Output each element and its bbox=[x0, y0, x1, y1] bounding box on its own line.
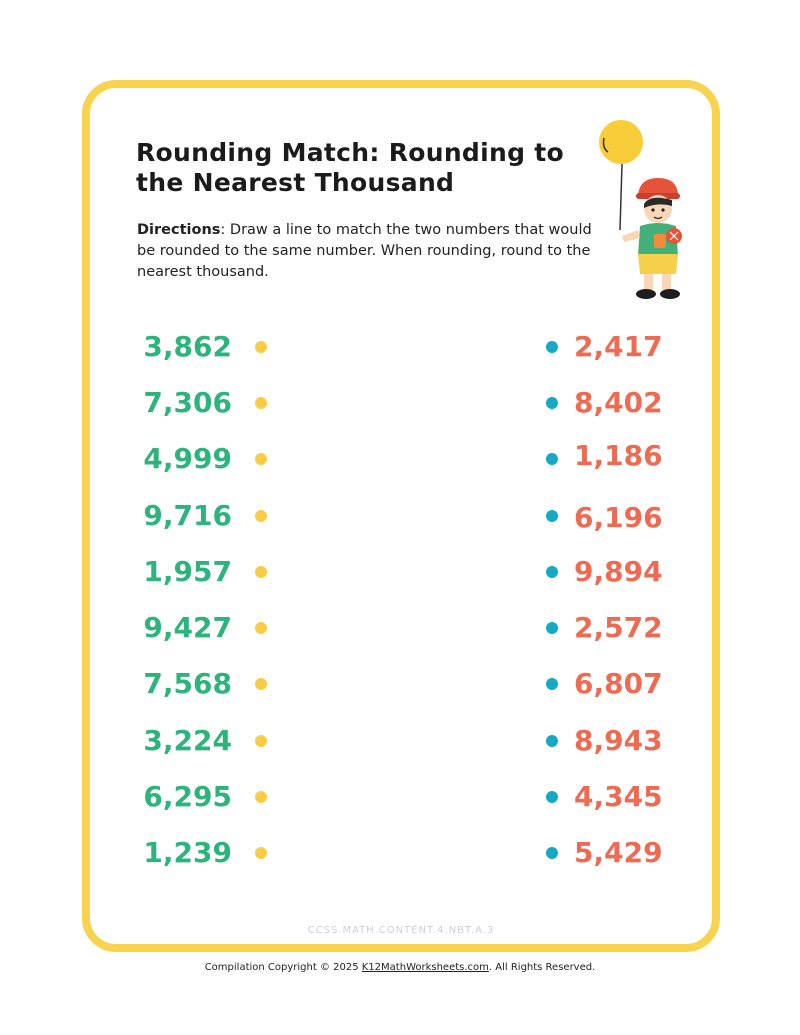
right-dot-2[interactable] bbox=[546, 397, 558, 409]
left-number-8: 3,224 bbox=[143, 724, 232, 757]
left-dot-4[interactable] bbox=[255, 510, 267, 522]
right-number-9: 4,345 bbox=[574, 780, 663, 813]
worksheet-title bbox=[136, 138, 606, 198]
right-dot-10[interactable] bbox=[546, 847, 558, 859]
left-number-6: 9,427 bbox=[143, 611, 232, 644]
footer-prefix: Compilation Copyright © 2025 bbox=[204, 962, 362, 973]
left-number-2: 7,306 bbox=[143, 386, 232, 419]
left-dot-10[interactable] bbox=[255, 847, 267, 859]
left-dot-8[interactable] bbox=[255, 735, 267, 747]
right-number-3: 1,186 bbox=[574, 439, 663, 472]
left-dot-3[interactable] bbox=[255, 453, 267, 465]
left-dot-1[interactable] bbox=[255, 341, 267, 353]
left-dot-5[interactable] bbox=[255, 566, 267, 578]
right-dot-7[interactable] bbox=[546, 678, 558, 690]
left-dot-6[interactable] bbox=[255, 622, 267, 634]
right-dot-1[interactable] bbox=[546, 341, 558, 353]
right-number-6: 2,572 bbox=[574, 611, 663, 644]
right-dot-6[interactable] bbox=[546, 622, 558, 634]
left-number-7: 7,568 bbox=[143, 667, 232, 700]
right-number-1: 2,417 bbox=[574, 330, 663, 363]
right-dot-5[interactable] bbox=[546, 566, 558, 578]
left-number-4: 9,716 bbox=[143, 499, 232, 532]
left-number-3: 4,999 bbox=[143, 442, 232, 475]
right-dot-4[interactable] bbox=[546, 510, 558, 522]
right-number-2: 8,402 bbox=[574, 386, 663, 419]
right-number-4: 6,196 bbox=[574, 501, 663, 534]
directions-text: : Draw a line to match the two numbers that would be rounded to the same number. When rounding, round to the nearest thousand. bbox=[137, 222, 592, 280]
right-dot-3[interactable] bbox=[546, 453, 558, 465]
footer-suffix: . All Rights Reserved. bbox=[488, 962, 596, 973]
right-number-8: 8,943 bbox=[574, 724, 663, 757]
left-number-10: 1,239 bbox=[143, 836, 232, 869]
left-number-5: 1,957 bbox=[143, 555, 232, 588]
boy-with-balloon-illustration bbox=[592, 118, 682, 308]
left-dot-9[interactable] bbox=[255, 791, 267, 803]
right-number-7: 6,807 bbox=[574, 667, 663, 700]
title-line-2: the Nearest Thousand bbox=[136, 168, 455, 197]
title-line-1: Rounding Match: Rounding to bbox=[136, 138, 565, 167]
footer-site-link[interactable]: K12MathWorksheets.com bbox=[361, 962, 489, 973]
left-dot-2[interactable] bbox=[255, 397, 267, 409]
left-number-1: 3,862 bbox=[143, 330, 232, 363]
directions bbox=[137, 220, 607, 283]
left-dot-7[interactable] bbox=[255, 678, 267, 690]
right-dot-8[interactable] bbox=[546, 735, 558, 747]
right-number-5: 9,894 bbox=[574, 555, 663, 588]
standard-code: CCSS.MATH.CONTENT.4.NBT.A.3 bbox=[307, 925, 495, 936]
directions-label: Directions bbox=[137, 222, 221, 238]
copyright-footer bbox=[0, 962, 800, 973]
left-number-9: 6,295 bbox=[143, 780, 232, 813]
right-dot-9[interactable] bbox=[546, 791, 558, 803]
right-number-10: 5,429 bbox=[574, 836, 663, 869]
